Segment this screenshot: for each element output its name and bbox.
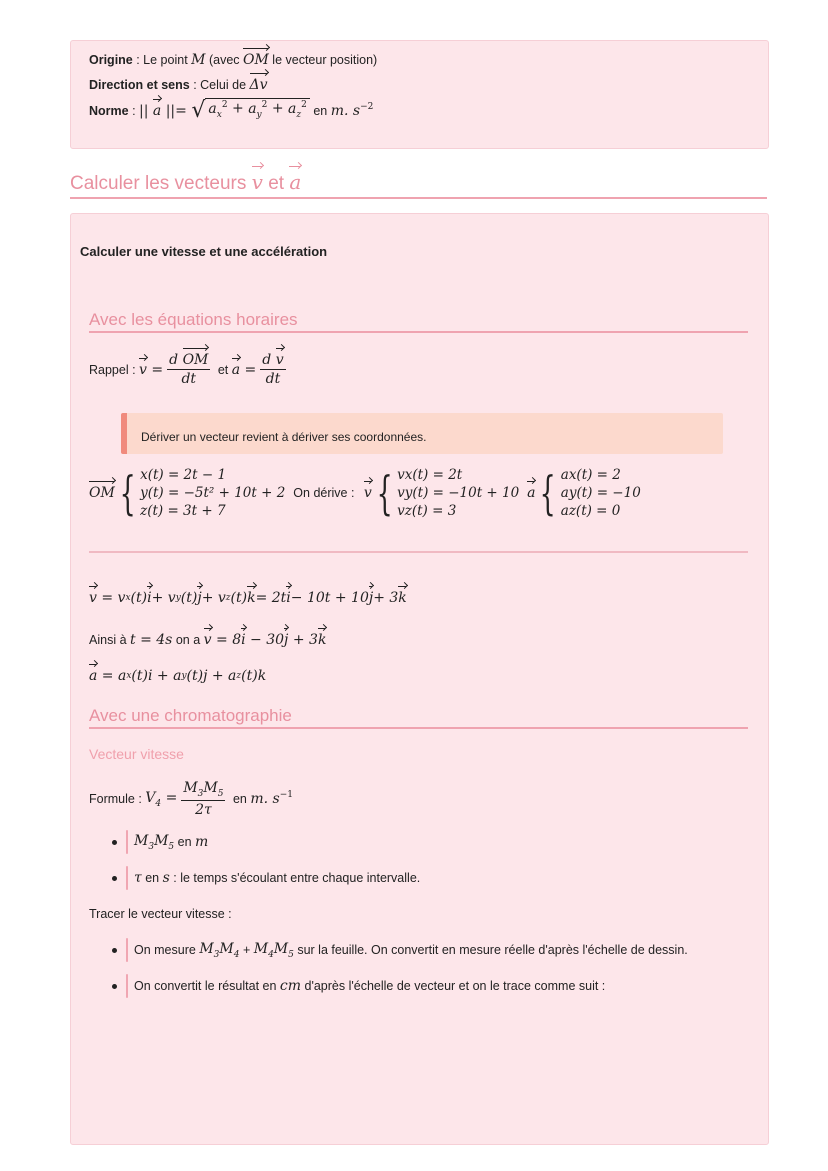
- divider: [89, 551, 748, 553]
- origine-label: Origine: [89, 53, 133, 67]
- section-heading-rule: [70, 197, 767, 199]
- bullet-m3m5: $M_3M_5$ en m: [112, 830, 208, 854]
- direction-label: Direction et sens: [89, 78, 190, 92]
- om-vector: OM: [243, 52, 269, 68]
- v-equations: vx(t) = 2t vy(t) = −10t + 10 vz(t) = 3: [397, 467, 520, 519]
- rappel-line: Rappel : v = $\frac{\text{d OM}}{dt}$ et a = $\frac{\text{d v}}{dt}$: [89, 352, 284, 387]
- equation-systems: OM { x(t) = 2t − 1 y(t) = −5t² + 10t + 2 z(t) = 3t + 7 On dérive : v { vx(t) = 2t vy(t) = −10t + 10 vz(t) = 3 a { ax(t) = 2 ay(t) = −10 az(t) = 0: [89, 466, 641, 520]
- v-expression: v = v x (t) i + v y (t) j + v z (t) k = 2t i − 10t + 10 j + 3 k: [89, 590, 407, 606]
- norme-unit: m. s: [330, 102, 361, 119]
- main-card-title: Calculer une vitesse et une accélération: [80, 244, 328, 259]
- sub-heading-horaires-rule: [89, 331, 748, 333]
- a-expression: a = a x (t)i + a y (t)j + a z (t)k: [89, 668, 267, 684]
- direction-line: Direction et sens : Celui de Δv: [89, 77, 268, 93]
- a-equations: ax(t) = 2 ay(t) = −10 az(t) = 0: [560, 467, 641, 519]
- sub-heading-chromatographie: Avec une chromatographie: [89, 706, 292, 725]
- formule-line: Formule : $V_4$ = $\frac{M_3M_5}{2\tau}$ en m. s $^{-1}$: [89, 780, 293, 818]
- sub-heading-chromatographie-rule: [89, 727, 748, 729]
- norme-line: Norme : || a ||= √ $a_x^2 + a_y^2 + a_z^2$ en m. s $^{-2}$: [89, 98, 374, 123]
- callout-text: Dériver un vecteur revient à dériver ses coordonnées.: [141, 430, 427, 444]
- sub-heading-vecteur-vitesse: Vecteur vitesse: [89, 746, 184, 762]
- point-m: M: [191, 52, 206, 68]
- delta-v: Δv: [249, 77, 268, 93]
- om-equations: x(t) = 2t − 1 y(t) = −5t² + 10t + 2 z(t) = 3t + 7: [140, 467, 286, 519]
- bullet-convertit: On convertit le résultat en cm d'après l'échelle de vecteur et on le trace comme suit :: [112, 974, 605, 998]
- norme-label: Norme: [89, 103, 129, 118]
- heading-v: v: [251, 170, 263, 194]
- heading-a: a: [289, 170, 302, 194]
- bullet-tau: τ en s : le temps s'écoulant entre chaque intervalle.: [112, 866, 420, 890]
- ainsi-line: Ainsi à t = 4s on a v = 8i − 30j + 3k: [89, 632, 327, 648]
- om-system-label: OM: [89, 485, 115, 501]
- bullet-mesure: On mesure $M_3M_4$ + $M_4M_5$ sur la feuille. On convertit en mesure réelle d'après l'échelle de dessin.: [112, 938, 688, 962]
- norm-formula: || a ||= √ $a_x^2 + a_y^2 + a_z^2$: [139, 98, 310, 123]
- section-heading: Calculer les vecteurs v et a: [70, 170, 302, 194]
- origine-line: Origine : Le point M (avec OM le vecteur position): [89, 52, 378, 68]
- sub-heading-horaires: Avec les équations horaires: [89, 310, 298, 329]
- tracer-label: Tracer le vecteur vitesse :: [89, 907, 232, 921]
